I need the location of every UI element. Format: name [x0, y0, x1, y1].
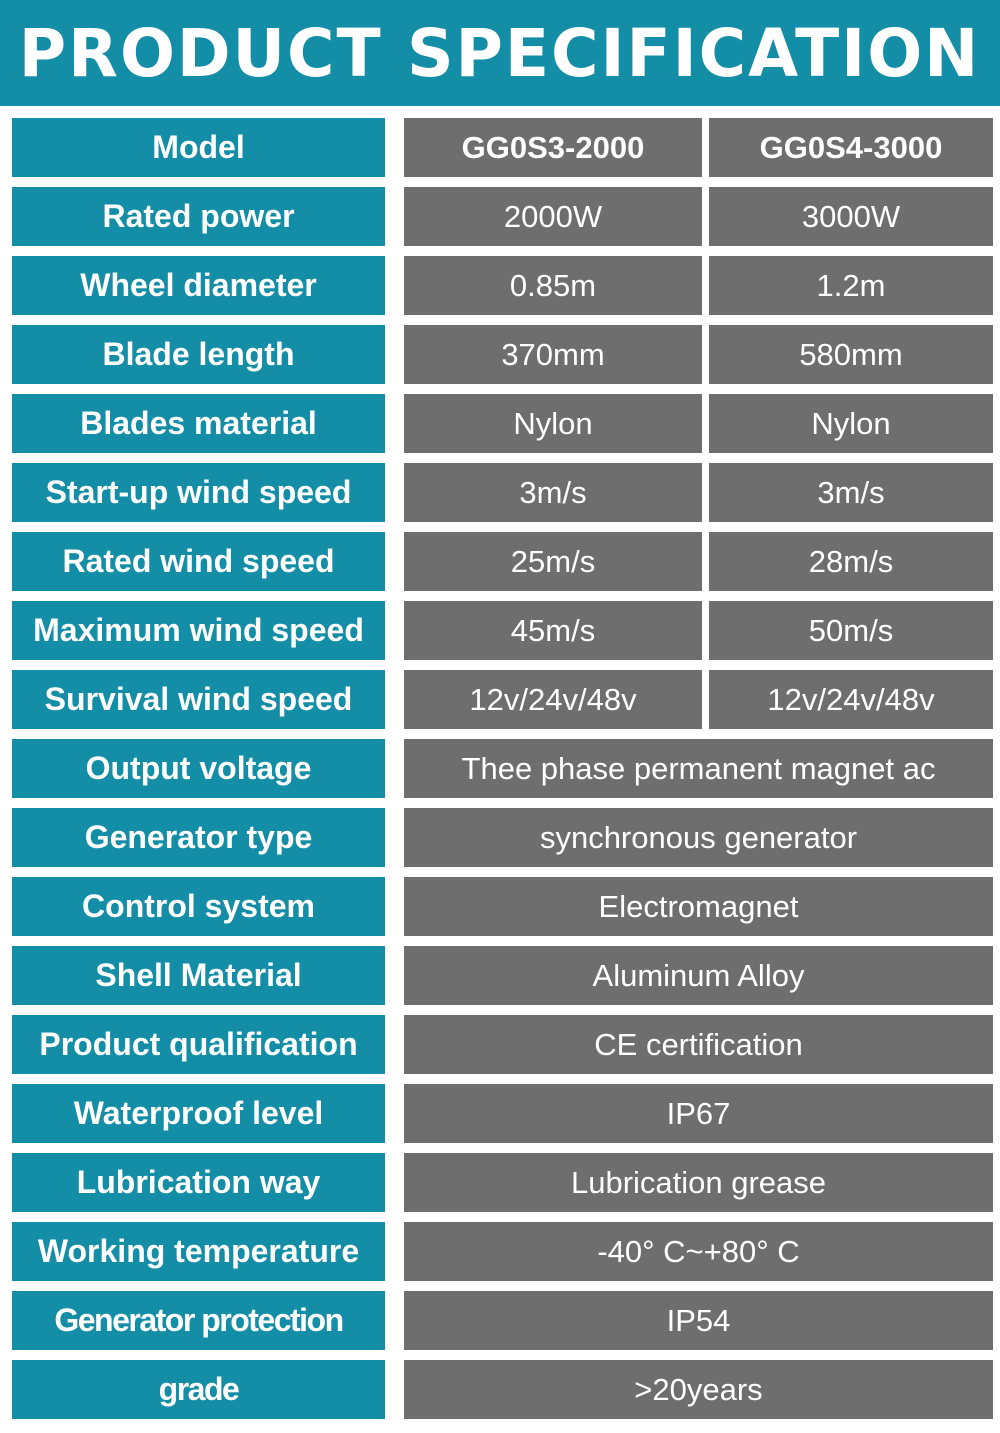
header-model-1: GG0S3-2000 — [404, 118, 702, 177]
table-row — [0, 739, 1000, 798]
row-value-model-2: 28m/s — [709, 532, 993, 591]
row-value-model-2: 3m/s — [709, 463, 993, 522]
header-model-2: GG0S4-3000 — [709, 118, 993, 177]
row-value: IP54 — [404, 1291, 993, 1350]
table-row — [0, 1360, 1000, 1419]
row-label: Product qualification — [12, 1015, 385, 1074]
row-value-model-2: 580mm — [709, 325, 993, 384]
row-label: Wheel diameter — [12, 256, 385, 315]
row-label: Blade length — [12, 325, 385, 384]
row-value-model-2: 50m/s — [709, 601, 993, 660]
table-header-row — [0, 118, 1000, 177]
row-label: Control system — [12, 877, 385, 936]
row-label: Maximum wind speed — [12, 601, 385, 660]
row-label: Rated wind speed — [12, 532, 385, 591]
title-banner — [0, 0, 1000, 106]
row-label: Generator type — [12, 808, 385, 867]
row-label: Start-up wind speed — [12, 463, 385, 522]
row-value-model-1: Nylon — [404, 394, 702, 453]
table-row — [0, 877, 1000, 936]
table-row — [0, 1153, 1000, 1212]
table-row — [0, 808, 1000, 867]
table-row — [0, 946, 1000, 1005]
table-row — [0, 187, 1000, 246]
table-row — [0, 1291, 1000, 1350]
row-value: Thee phase permanent magnet ac — [404, 739, 993, 798]
table-row — [0, 532, 1000, 591]
header-label: Model — [12, 118, 385, 177]
row-value-model-2: 3000W — [709, 187, 993, 246]
row-label: Working temperature — [12, 1222, 385, 1281]
table-row — [0, 394, 1000, 453]
row-label: Survival wind speed — [12, 670, 385, 729]
row-value: Lubrication grease — [404, 1153, 993, 1212]
row-value-model-1: 3m/s — [404, 463, 702, 522]
row-label: Lubrication way — [12, 1153, 385, 1212]
row-label: Waterproof level — [12, 1084, 385, 1143]
table-row — [0, 1084, 1000, 1143]
spec-table — [0, 118, 1000, 1429]
row-value: >20years — [404, 1360, 993, 1419]
row-value-model-1: 25m/s — [404, 532, 702, 591]
row-label: grade — [12, 1360, 385, 1419]
row-value: CE certification — [404, 1015, 993, 1074]
row-value-model-2: Nylon — [709, 394, 993, 453]
row-value: Aluminum Alloy — [404, 946, 993, 1005]
row-value: synchronous generator — [404, 808, 993, 867]
row-value-model-1: 12v/24v/48v — [404, 670, 702, 729]
row-value-model-1: 2000W — [404, 187, 702, 246]
row-value-model-2: 1.2m — [709, 256, 993, 315]
table-row — [0, 256, 1000, 315]
row-label: Shell Material — [12, 946, 385, 1005]
table-row — [0, 325, 1000, 384]
row-value: -40° C~+80° C — [404, 1222, 993, 1281]
table-row — [0, 1015, 1000, 1074]
row-value-model-1: 0.85m — [404, 256, 702, 315]
row-value: Electromagnet — [404, 877, 993, 936]
row-value-model-2: 12v/24v/48v — [709, 670, 993, 729]
row-label: Output voltage — [12, 739, 385, 798]
row-label: Rated power — [12, 187, 385, 246]
table-row — [0, 601, 1000, 660]
row-label: Blades material — [12, 394, 385, 453]
row-value-model-1: 45m/s — [404, 601, 702, 660]
table-row — [0, 463, 1000, 522]
page-title: PRODUCT SPECIFICATION — [19, 14, 981, 92]
table-row — [0, 1222, 1000, 1281]
row-value-model-1: 370mm — [404, 325, 702, 384]
row-value: IP67 — [404, 1084, 993, 1143]
table-row — [0, 670, 1000, 729]
row-label: Generator protection — [12, 1291, 385, 1350]
